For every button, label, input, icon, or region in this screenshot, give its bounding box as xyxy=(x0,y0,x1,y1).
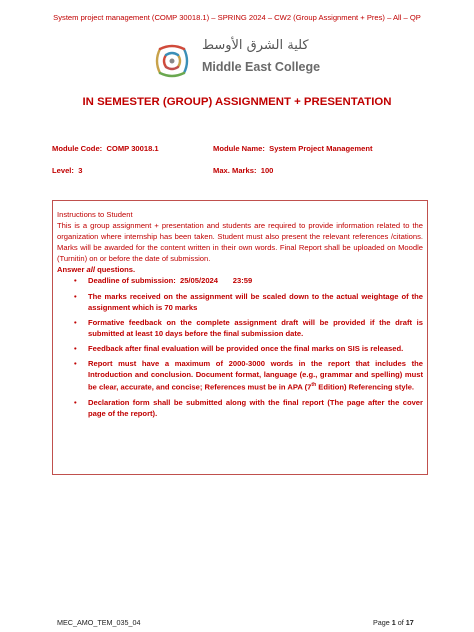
instructions-heading: Instructions to Student xyxy=(57,210,133,219)
bullet-scaled-marks: • The marks received on the assignment will be scaled down to the actual weightage of the assignment which is 70 marks xyxy=(74,292,423,312)
bullet-formative-feedback: • Formative feedback on the complete assignment draft will be provided if the draft is submitted at least 10 days before the final submission date. xyxy=(74,318,423,338)
page-header: System project management (COMP 30018.1) – SPRING 2024 – CW2 (Group Assignment + Pres) – All – QP xyxy=(53,13,421,22)
max-marks-row xyxy=(213,166,273,175)
bullet-icon: • xyxy=(74,318,77,327)
bullet-icon: • xyxy=(74,344,77,353)
college-emblem-icon xyxy=(150,39,194,83)
max-marks-label: Max. Marks: xyxy=(213,166,257,175)
module-name-row xyxy=(213,144,373,153)
bullet-icon: • xyxy=(74,397,77,407)
module-code-row xyxy=(52,144,159,153)
module-name-label: Module Name: xyxy=(213,144,265,153)
instruction-bullets xyxy=(57,275,423,419)
bullet-report-format: • Report must have a maximum of 2000-3000 words in the report that includes the Introduction and conclusion. Document format, language (e.g., grammar and spelling) must be clear, accurate, and concise; References must be in APA (7th Edition) Referencing style. xyxy=(74,359,423,392)
module-code-value: COMP 30018.1 xyxy=(106,144,159,153)
instructions-intro: This is a group assignment + presentation and students are required to provide information related to the organization where internship has been taken. Student must also present the relevant references /citations. Marks will be awarded for the content written in their own words. Final Report shall be uploaded on Moodle (Turnitin) on or before the date of submission. xyxy=(57,221,423,263)
level-value: 3 xyxy=(78,166,83,175)
level-row xyxy=(52,166,82,175)
college-name-arabic: كلية الشرق الأوسط xyxy=(202,38,309,53)
college-logo xyxy=(150,38,340,86)
document-title: IN SEMESTER (GROUP) ASSIGNMENT + PRESENTATION xyxy=(82,96,392,108)
answer-all-note: Answer all questions. xyxy=(57,265,136,274)
bullet-deadline: • Deadline of submission: 25/05/2024 23:59 xyxy=(74,276,253,285)
level-label: Level: xyxy=(52,166,74,175)
college-name-english: Middle East College xyxy=(202,60,321,74)
instructions-box xyxy=(52,200,428,475)
max-marks-value: 100 xyxy=(260,166,274,175)
footer-doc-code: MEC_AMO_TEM_035_04 xyxy=(57,618,141,627)
bullet-icon: • xyxy=(74,359,77,368)
module-code-label: Module Code: xyxy=(52,144,103,153)
bullet-icon: • xyxy=(74,276,77,285)
bullet-final-feedback: • Feedback after final evaluation will be provided once the final marks on SIS is released. xyxy=(74,344,404,353)
bullet-icon: • xyxy=(74,292,77,301)
module-name-value: System Project Management xyxy=(269,144,373,153)
footer-page-number: Page 1 of 17 xyxy=(373,618,414,627)
bullet-declaration: • Declaration form shall be submitted along with the final report (The page after the cover page of the report). xyxy=(74,397,423,418)
